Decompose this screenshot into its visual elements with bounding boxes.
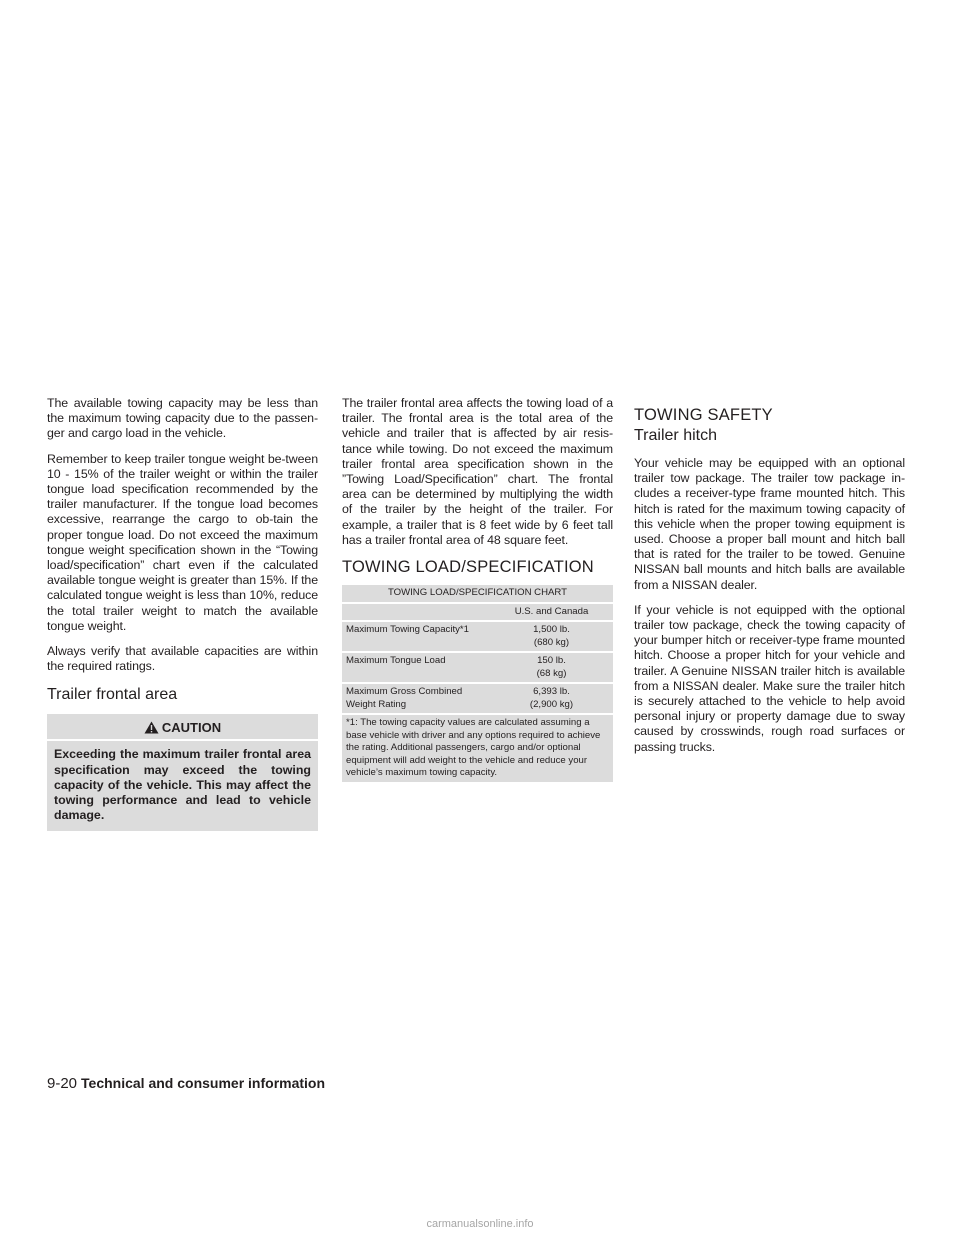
row-label: Maximum Gross Combined Weight Rating — [342, 683, 490, 714]
heading-trailer-hitch: Trailer hitch — [634, 427, 717, 444]
paragraph-capacity: The available towing capacity may be less than the maximum towing capacity due to the passen-ger and cargo load in the vehicle. — [47, 396, 318, 441]
column-right — [634, 396, 905, 765]
paragraph-tow-package: Your vehicle may be equipped with an optional trailer tow package. The trailer tow package in-cludes a receiver-type frame mounted hitch. This hitch is rated for the maximum towing capacity of this vehicle when the proper towing equipment is used. Choose a proper ball mount and hitch ball that is rated for the trailer to be towed. Genuine NISSAN ball mounts and hitch balls are available from a NISSAN dealer. — [634, 456, 905, 592]
column-header: U.S. and Canada — [490, 603, 613, 622]
table-header-row — [342, 603, 613, 622]
table-row — [342, 683, 613, 714]
towing-spec-table — [342, 585, 613, 782]
warning-triangle-icon — [144, 721, 159, 734]
table-title-row — [342, 585, 613, 603]
caution-title: CAUTION — [161, 720, 222, 736]
table-title: TOWING LOAD/SPECIFICATION CHART — [387, 587, 568, 599]
caution-header — [47, 714, 318, 741]
row-value: 150 lb. (68 kg) — [490, 652, 613, 683]
table-footnote-row — [342, 714, 613, 782]
watermark: carmanualsonline.info — [426, 1218, 534, 1230]
paragraph-verify: Always verify that available capacities are within the required ratings. — [47, 644, 318, 674]
paragraph-frontal-area: The trailer frontal area affects the towing load of a trailer. The frontal area is the total area of the vehicle and trailer that is affected by air resis-tance while towing. Do not exceed the maximum trailer frontal area specification shown in the ”Towing Load/Specification” chart. The frontal area can be determined by multiplying the width of the trailer by the height of the trailer. For example, a trailer that is 8 feet wide by 6 feet tall has a trailer frontal area of 48 square feet. — [342, 396, 613, 547]
caution-text: Exceeding the maximum trailer frontal area specification may exceed the towing capacity of the vehicle. This may affect the towing performance and lead to vehicle damage. — [54, 747, 311, 823]
page-number: 9-20 — [47, 1075, 78, 1092]
table-row — [342, 652, 613, 683]
row-value: 6,393 lb. (2,900 kg) — [490, 683, 613, 714]
row-label: Maximum Towing Capacity*1 — [342, 621, 490, 652]
table-row — [342, 621, 613, 652]
paragraph-no-tow-package: If your vehicle is not equipped with the optional trailer tow package, check the towing capacity of your bumper hitch or receiver-type frame mounted hitch. Choose a proper hitch for your vehicle and trailer. A Genuine NISSAN trailer hitch is available from a NISSAN dealer. Make sure the trailer hitch is securely attached to the vehicle to help avoid personal injury or property damage due to sway caused by crosswinds, rough road surfaces or passing trucks. — [634, 602, 905, 754]
column-left — [47, 396, 318, 831]
heading-towing-load: TOWING LOAD/SPECIFICATION — [342, 558, 594, 577]
heading-towing-safety: TOWING SAFETY — [634, 406, 773, 424]
row-label: Maximum Tongue Load — [342, 652, 490, 683]
page-footer — [47, 1075, 325, 1092]
table-footnote: *1: The towing capacity values are calculated assuming a base vehicle with driver and any options required to achieve the rating. Additional passengers, cargo and/or optional equipment will add weight to the vehicle and reduce your vehicle’s maximum towing capacity. — [342, 714, 613, 782]
heading-trailer-frontal-area: Trailer frontal area — [47, 686, 178, 704]
section-title: Technical and consumer information — [81, 1075, 326, 1091]
column-middle — [342, 396, 613, 782]
paragraph-tongue-weight: Remember to keep trailer tongue weight be-tween 10 - 15% of the trailer weight or within the trailer tongue load specification recommended by the trailer manufacturer. If the tongue load becomes excessive, rearrange the cargo to ob-tain the proper tongue load. Do not exceed the maximum tongue weight specification shown in the “Towing load/specification” chart even if the calculated available tongue weight is greater than 15%. If the calculated tongue weight is less than 10%, reduce the total trailer weight to match the available tongue weight. — [47, 451, 318, 633]
row-value: 1,500 lb. (680 kg) — [490, 621, 613, 652]
caution-box — [47, 714, 318, 831]
